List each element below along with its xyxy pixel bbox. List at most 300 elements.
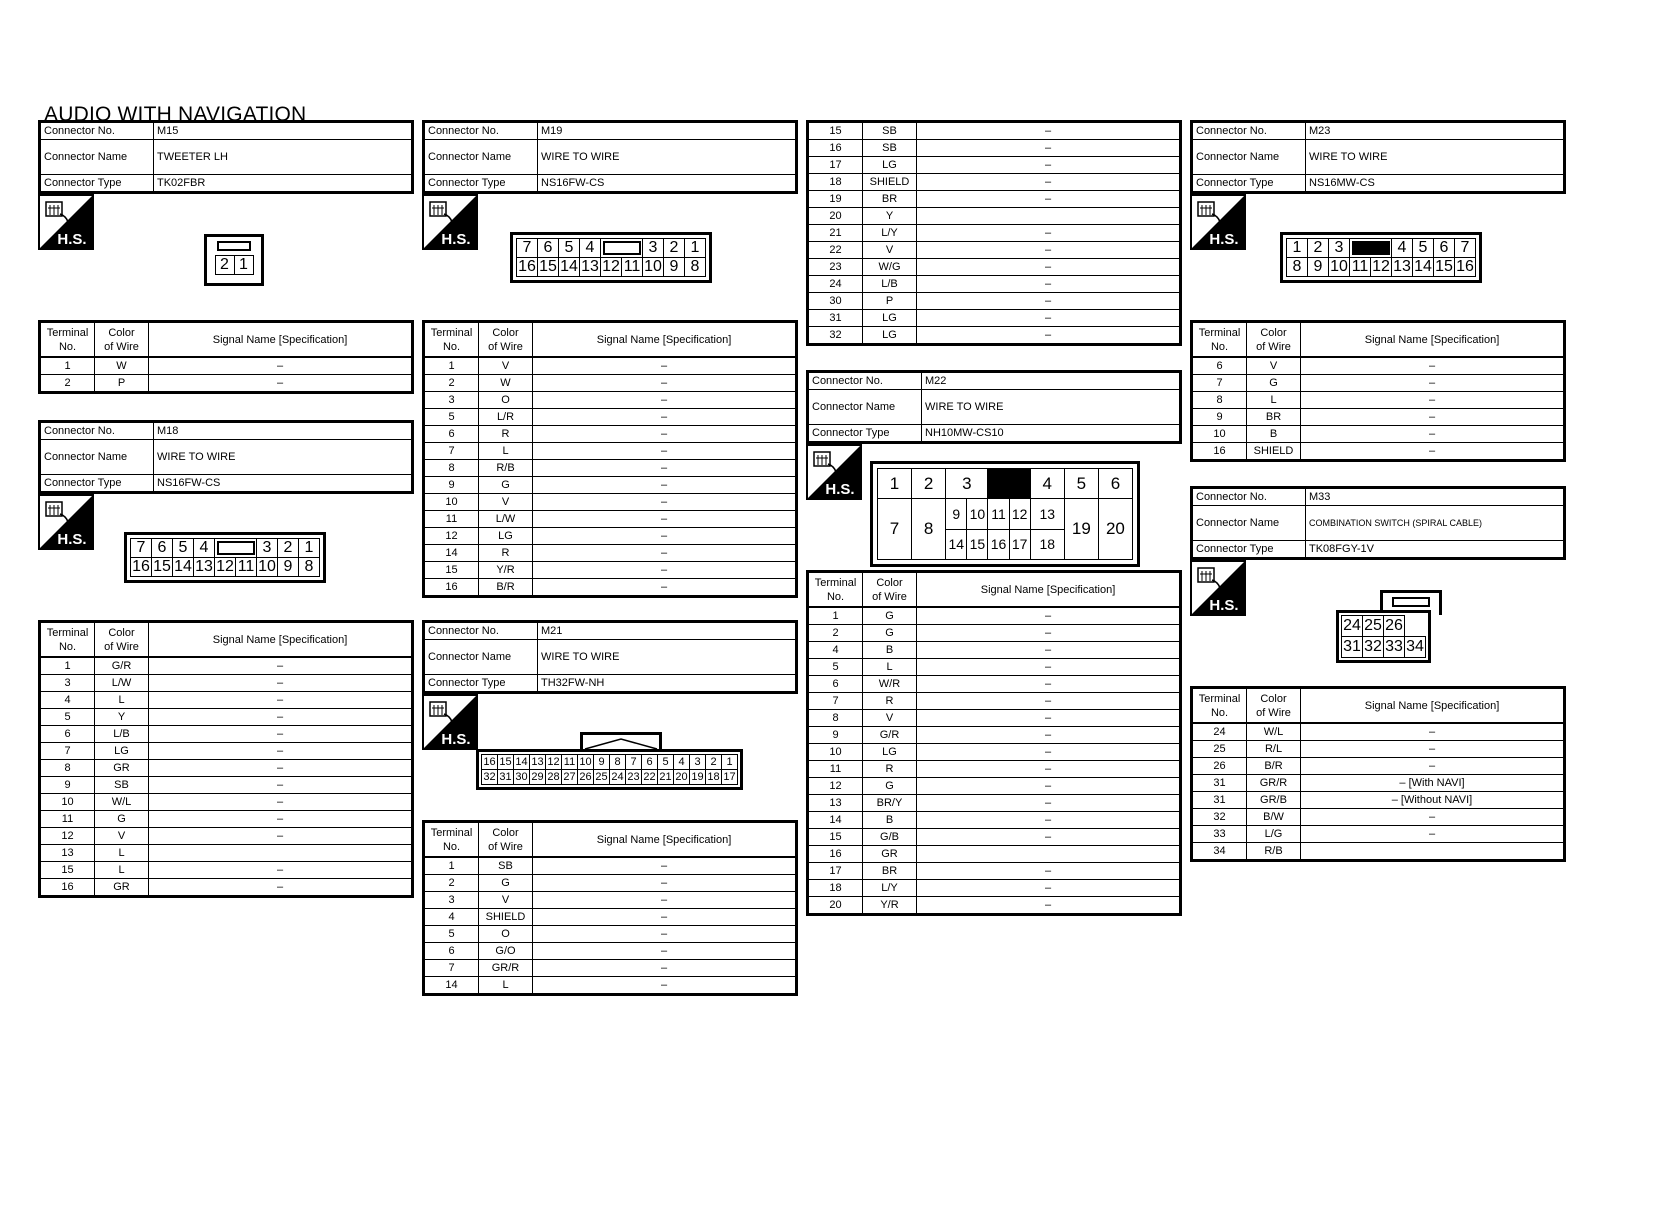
pin: 17 [723, 771, 736, 783]
table-row [1192, 809, 1565, 826]
terminal-table [1190, 320, 1566, 462]
signal-name: – [149, 828, 413, 845]
key-cavity [1350, 239, 1392, 258]
wire-color: GR [95, 879, 149, 897]
terminal-no: 31 [808, 310, 863, 327]
pin: 12 [1009, 499, 1030, 529]
signal-name: – [1301, 357, 1565, 375]
pin: 10 [258, 558, 276, 575]
signal-name: – [149, 794, 413, 811]
connector-type-value: NH10MW-CS10 [922, 425, 1181, 443]
harness-side-icon [422, 194, 478, 250]
label-connector-name: Connector Name [40, 440, 154, 475]
table-row [808, 642, 1181, 659]
pin: 1 [722, 755, 738, 770]
terminal-no: 8 [1192, 392, 1247, 409]
terminal-no: 9 [424, 477, 479, 494]
label-connector-no: Connector No. [424, 122, 538, 140]
terminal-no: 11 [808, 761, 863, 778]
signal-name: – [Without NAVI] [1301, 792, 1565, 809]
pin: 13 [1030, 499, 1064, 529]
connector-m22 [806, 370, 1182, 444]
pin: 26 [1384, 616, 1405, 637]
terminal-no: 30 [808, 293, 863, 310]
pin: 33 [1384, 637, 1405, 658]
signal-name: – [533, 426, 797, 443]
pin-grid [1286, 238, 1476, 277]
hs-icon [1190, 194, 1246, 250]
table-row [424, 579, 797, 597]
wire-color: SB [863, 122, 917, 140]
pin: 8 [685, 258, 706, 277]
signal-name: – [917, 242, 1181, 259]
pin: 27 [563, 771, 576, 783]
terminal-no: 22 [808, 242, 863, 259]
wire-color: GR [863, 846, 917, 863]
harness-side-icon [1190, 560, 1246, 616]
signal-table-m22 [806, 570, 1182, 916]
wire-color: B [863, 642, 917, 659]
terminal-no: 4 [424, 909, 479, 926]
table-row [424, 943, 797, 960]
table-row [1192, 758, 1565, 775]
wire-color: G/B [863, 829, 917, 846]
harness-side-icon [806, 444, 862, 500]
terminal-no: 25 [1192, 741, 1247, 758]
signal-name: – [917, 310, 1181, 327]
connector-name-value: COMBINATION SWITCH (SPIRAL CABLE) [1306, 506, 1565, 541]
terminal-no: 15 [424, 562, 479, 579]
signal-name: – [917, 225, 1181, 242]
header-color-of-wire: Color of Wire [95, 622, 149, 658]
signal-name: – [917, 710, 1181, 727]
terminal-no: 10 [40, 794, 95, 811]
wire-color: GR/R [479, 960, 533, 977]
connector-no-value: M21 [538, 622, 797, 640]
signal-name: – [With NAVI] [1301, 775, 1565, 792]
table-row [424, 375, 797, 392]
connector-m18 [38, 420, 414, 494]
signal-name: – [149, 726, 413, 743]
pin: 6 [642, 755, 658, 770]
table-row [424, 460, 797, 477]
connector-info-table [1190, 486, 1566, 560]
pin: 4 [674, 755, 690, 770]
signal-name: – [533, 943, 797, 960]
pin: 5 [559, 239, 580, 258]
table-row [424, 528, 797, 545]
signal-name: – [917, 897, 1181, 915]
wire-color: GR/B [1247, 792, 1301, 809]
terminal-no: 8 [40, 760, 95, 777]
hs-label: H.S. [441, 731, 471, 748]
table-row [40, 743, 413, 760]
terminal-no: 10 [1192, 426, 1247, 443]
terminal-no: 5 [424, 409, 479, 426]
terminal-no: 10 [808, 744, 863, 761]
wire-color: LG [863, 744, 917, 761]
connector-info-table [422, 620, 798, 694]
connector-info-table [422, 120, 798, 194]
signal-name: – [533, 579, 797, 597]
harness-side-icon [38, 194, 94, 250]
table-row [424, 357, 797, 375]
pin: 25 [1363, 616, 1384, 637]
terminal-no: 31 [1192, 775, 1247, 792]
wire-color: R [863, 761, 917, 778]
pin-grid [1341, 615, 1426, 658]
signal-name: – [533, 909, 797, 926]
table-row [808, 829, 1181, 846]
table-row [808, 625, 1181, 642]
pin: 15 [1435, 258, 1453, 275]
terminal-no: 20 [808, 208, 863, 225]
wire-color: L [479, 977, 533, 995]
header-signal-name: Signal Name [Specification] [533, 322, 797, 358]
terminal-no: 1 [40, 357, 95, 375]
header-terminal-no: Terminal No. [808, 572, 863, 608]
wire-color: L [479, 443, 533, 460]
terminal-no: 5 [424, 926, 479, 943]
connector-name-value: WIRE TO WIRE [538, 640, 797, 675]
connector-type-value: TH32FW-NH [538, 675, 797, 693]
wire-color: O [479, 926, 533, 943]
table-row [808, 607, 1181, 625]
signal-name [917, 208, 1181, 225]
wire-color: P [95, 375, 149, 393]
lock-tab [1392, 597, 1430, 607]
signal-name [1301, 843, 1565, 861]
pin: 2 [706, 755, 722, 770]
terminal-no: 10 [424, 494, 479, 511]
table-row [1192, 357, 1565, 375]
signal-name [917, 846, 1181, 863]
table-row [424, 511, 797, 528]
signal-name: – [533, 494, 797, 511]
terminal-no: 17 [808, 157, 863, 174]
terminal-no: 11 [424, 511, 479, 528]
signal-name: – [917, 659, 1181, 676]
wire-color: W/L [95, 794, 149, 811]
signal-table-m33 [1190, 686, 1566, 862]
table-row [808, 880, 1181, 897]
pin: 5 [173, 539, 194, 558]
wire-color: L [95, 845, 149, 862]
label-connector-no: Connector No. [1192, 122, 1306, 140]
hs-icon [1190, 560, 1246, 616]
terminal-no: 8 [424, 460, 479, 477]
terminal-no: 18 [808, 174, 863, 191]
table-row [40, 828, 413, 845]
table-row [808, 157, 1181, 174]
table-row [40, 794, 413, 811]
terminal-no: 7 [808, 693, 863, 710]
terminal-no: 4 [40, 692, 95, 709]
connector-no-value: M22 [922, 372, 1181, 390]
terminal-no: 1 [808, 607, 863, 625]
table-row [424, 477, 797, 494]
signal-name: – [917, 327, 1181, 345]
wire-color: V [479, 892, 533, 909]
signal-name: – [149, 692, 413, 709]
pin: 4 [194, 539, 215, 558]
pin: 15 [539, 258, 557, 275]
table-row [1192, 426, 1565, 443]
key-cavity [1405, 616, 1426, 637]
signal-name: – [533, 926, 797, 943]
wire-color: L [1247, 392, 1301, 409]
connector-type-value: TK08FGY-1V [1306, 541, 1565, 559]
header-terminal-no: Terminal No. [40, 322, 95, 358]
table-row [1192, 843, 1565, 861]
label-connector-type: Connector Type [424, 675, 538, 693]
wire-color: GR/R [1247, 775, 1301, 792]
wire-color: V [863, 242, 917, 259]
pin: 16 [1456, 258, 1474, 275]
table-row [808, 744, 1181, 761]
connector-face-m19 [510, 232, 712, 283]
signal-name: – [1301, 426, 1565, 443]
pin: 5 [658, 755, 674, 770]
pin: 10 [1330, 258, 1348, 275]
pin: 21 [659, 771, 672, 783]
pin: 31 [1342, 637, 1363, 658]
terminal-no: 14 [424, 977, 479, 995]
hs-icon [38, 494, 94, 550]
header-signal-name: Signal Name [Specification] [1301, 322, 1565, 358]
header-color-of-wire: Color of Wire [1247, 688, 1301, 724]
pin: 6 [152, 539, 173, 558]
table-row [808, 710, 1181, 727]
wire-color: SHIELD [1247, 443, 1301, 461]
pin: 18 [1030, 529, 1064, 559]
wire-color: LG [863, 327, 917, 345]
table-row [808, 174, 1181, 191]
header-color-of-wire: Color of Wire [1247, 322, 1301, 358]
terminal-table [38, 320, 414, 394]
terminal-no: 15 [40, 862, 95, 879]
header-color-of-wire: Color of Wire [479, 322, 533, 358]
signal-name: – [533, 443, 797, 460]
wire-color: Y [863, 208, 917, 225]
pin: 7 [1455, 239, 1476, 258]
label-connector-no: Connector No. [424, 622, 538, 640]
pin: 20 [675, 771, 688, 783]
table-row [40, 879, 413, 897]
table-row [40, 709, 413, 726]
terminal-no: 2 [424, 875, 479, 892]
pin: 11 [1350, 258, 1371, 277]
signal-name: – [533, 357, 797, 375]
terminal-no: 13 [808, 795, 863, 812]
table-row [424, 926, 797, 943]
pin: 11 [236, 558, 257, 577]
pin-grid [516, 238, 706, 277]
pin: 14 [946, 529, 967, 559]
signal-name: – [149, 375, 413, 393]
connector-face-m23 [1280, 232, 1482, 283]
wire-color: LG [479, 528, 533, 545]
table-row [40, 811, 413, 828]
signal-name: – [917, 812, 1181, 829]
signal-name: – [917, 880, 1181, 897]
harness-side-icon [422, 694, 478, 750]
wire-color: LG [863, 310, 917, 327]
signal-name: – [149, 675, 413, 692]
pin: 2 [664, 239, 685, 258]
signal-name: – [917, 829, 1181, 846]
signal-name: – [1301, 826, 1565, 843]
label-connector-name: Connector Name [424, 140, 538, 175]
terminal-no: 20 [808, 897, 863, 915]
table-row [808, 140, 1181, 157]
terminal-no: 1 [424, 857, 479, 875]
pin: 8 [1287, 258, 1308, 277]
signal-name: – [917, 157, 1181, 174]
label-connector-type: Connector Type [424, 175, 538, 193]
connector-face-m33 [1336, 610, 1431, 663]
label-connector-type: Connector Type [1192, 175, 1306, 193]
terminal-table [422, 820, 798, 996]
table-row [424, 545, 797, 562]
table-row [808, 812, 1181, 829]
pin: 4 [580, 239, 601, 258]
signal-name: – [533, 460, 797, 477]
pin: 1 [234, 256, 253, 275]
pin: 24 [611, 771, 624, 783]
signal-name: – [533, 528, 797, 545]
table-row [1192, 409, 1565, 426]
wire-color: GR [95, 760, 149, 777]
wire-color: G [1247, 375, 1301, 392]
terminal-no: 3 [40, 675, 95, 692]
signal-name: – [917, 642, 1181, 659]
wire-color: P [863, 293, 917, 310]
pin: 31 [499, 771, 512, 783]
hs-icon [38, 194, 94, 250]
header-signal-name: Signal Name [Specification] [149, 322, 413, 358]
pin: 12 [216, 558, 234, 575]
hs-icon [422, 194, 478, 250]
key-cavity [601, 239, 643, 258]
table-row [424, 426, 797, 443]
pin: 20 [1098, 499, 1132, 560]
connector-name-value: WIRE TO WIRE [538, 140, 797, 175]
signal-name: – [149, 357, 413, 375]
terminal-no: 13 [40, 845, 95, 862]
label-connector-name: Connector Name [1192, 506, 1306, 541]
wire-color: B/R [1247, 758, 1301, 775]
terminal-table [806, 570, 1182, 916]
wire-color: W [95, 357, 149, 375]
connector-no-value: M19 [538, 122, 797, 140]
hs-label: H.S. [441, 231, 471, 248]
connector-face-m22 [870, 461, 1140, 567]
header-terminal-no: Terminal No. [1192, 322, 1247, 358]
wire-color: L/G [1247, 826, 1301, 843]
terminal-no: 15 [808, 122, 863, 140]
terminal-table [806, 120, 1182, 346]
terminal-no: 12 [424, 528, 479, 545]
pin: 2 [1308, 239, 1329, 258]
signal-name: – [1301, 758, 1565, 775]
table-row [40, 357, 413, 375]
wire-color: BR/Y [863, 795, 917, 812]
terminal-no: 31 [1192, 792, 1247, 809]
wire-color: W/R [863, 676, 917, 693]
pin: 1 [685, 239, 706, 258]
pin-grid [481, 754, 738, 785]
table-row [1192, 826, 1565, 843]
pin: 12 [547, 756, 560, 768]
pin: 15 [499, 756, 512, 768]
terminal-no: 16 [1192, 443, 1247, 461]
signal-name: – [917, 863, 1181, 880]
connector-type-value: NS16FW-CS [154, 475, 413, 493]
terminal-no: 9 [40, 777, 95, 794]
terminal-no: 2 [424, 375, 479, 392]
label-connector-no: Connector No. [1192, 488, 1306, 506]
table-row [40, 760, 413, 777]
pin: 34 [1405, 637, 1426, 658]
hs-label: H.S. [1209, 231, 1239, 248]
terminal-no: 6 [1192, 357, 1247, 375]
signal-name: – [917, 625, 1181, 642]
wire-color: SB [479, 857, 533, 875]
signal-name: – [533, 409, 797, 426]
terminal-no: 12 [808, 778, 863, 795]
signal-name [149, 845, 413, 862]
table-row [808, 676, 1181, 693]
signal-name: – [149, 657, 413, 675]
pin: 3 [1329, 239, 1350, 258]
terminal-no: 2 [40, 375, 95, 393]
pin: 7 [131, 539, 152, 558]
pin: 14 [1414, 258, 1432, 275]
wire-color: SB [863, 140, 917, 157]
connector-name-value: WIRE TO WIRE [154, 440, 413, 475]
pin: 9 [946, 499, 967, 529]
table-row [1192, 792, 1565, 809]
pin: 7 [878, 499, 912, 560]
terminal-no: 23 [808, 259, 863, 276]
connector-info-table [38, 420, 414, 494]
wire-color: Y/R [479, 562, 533, 579]
terminal-no: 14 [808, 812, 863, 829]
signal-name: – [149, 760, 413, 777]
pin: 4 [1392, 239, 1413, 258]
connector-m19 [422, 120, 798, 194]
pin: 3 [946, 469, 988, 499]
table-row [808, 693, 1181, 710]
header-signal-name: Signal Name [Specification] [917, 572, 1181, 608]
signal-name: – [533, 562, 797, 579]
terminal-no: 24 [1192, 723, 1247, 741]
terminal-table [422, 320, 798, 598]
table-row [808, 761, 1181, 778]
pin: 6 [1098, 469, 1132, 499]
wire-color: R/B [479, 460, 533, 477]
label-connector-no: Connector No. [808, 372, 922, 390]
wire-color: L [863, 659, 917, 676]
pin: 30 [515, 771, 528, 783]
table-row [808, 846, 1181, 863]
table-row [808, 310, 1181, 327]
wire-color: G [863, 778, 917, 795]
terminal-no: 33 [1192, 826, 1247, 843]
signal-name: – [1301, 741, 1565, 758]
pin: 6 [1434, 239, 1455, 258]
